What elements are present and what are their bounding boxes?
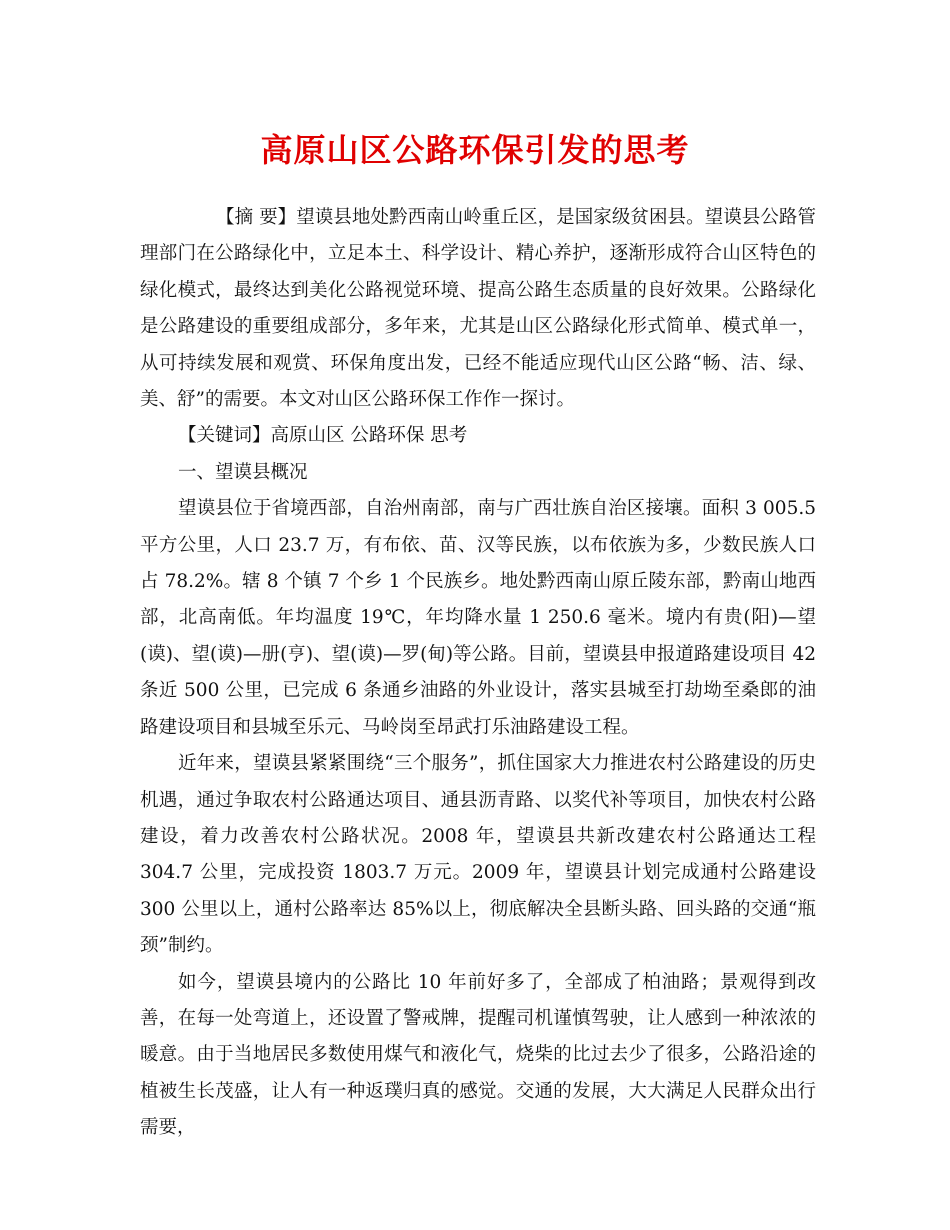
keywords-paragraph: 【关键词】高原山区 公路环保 思考	[178, 425, 468, 447]
body-paragraph: 望谟县位于省境西部，自治州南部，南与广西壮族自治区接壤。面积 3 005.5 平方公里，人口 23.7 万，有布依、苗、汉等民族，以布依族为多，少数民族人口占 78.2%。辖 8 个镇 7 个乡 1 个民族乡。地处黔西南山原丘陵东部，黔南山地西部，北高南低。年均温度 19℃，年均降水量 1 250.6 毫米。境内有贵(阳)—望(谟)、望(谟)—册(亨)、望(谟)—罗(甸)等公路。目前，望谟县申报道路建设项目 42 条近 500 公里，已完成 6 条通乡油路的外业设计，落实县城至打劫坳至桑郎的油路建设项目和县城至乐元、马岭岗至昂武打乐油路建设工程。	[140, 498, 816, 738]
body-paragraph: 近年来，望谟县紧紧围绕“三个服务”，抓住国家大力推进农村公路建设的历史机遇，通过争取农村公路通达项目、通县沥青路、以奖代补等项目，加快农村公路建设，着力改善农村公路状况。2008 年，望谟县共新改建农村公路通达工程 304.7 公里，完成投资 1803.7 万元。2009 年，望谟县计划完成通村公路建设 300 公里以上，通村公路率达 85%以上，彻底解决全县断头路、回头路的交通“瓶颈”制约。	[140, 753, 816, 957]
abstract-paragraph: 【摘 要】望谟县地处黔西南山岭重丘区，是国家级贫困县。望谟县公路管理部门在公路绿化中，立足本土、科学设计、精心养护，逐渐形成符合山区特色的绿化模式，最终达到美化公路视觉环境、提高公路生态质量的良好效果。公路绿化是公路建设的重要组成部分，多年来，尤其是山区公路绿化形式简单、模式单一，从可持续发展和观赏、环保角度出发，已经不能适应现代山区公路“畅、洁、绿、美、舒”的需要。本文对山区公路环保工作作一探讨。	[140, 207, 816, 411]
document-body	[140, 200, 816, 1147]
body-paragraph: 如今，望谟县境内的公路比 10 年前好多了，全部成了柏油路；景观得到改善，在每一处弯道上，还设置了警戒牌，提醒司机谨慎驾驶，让人感到一种浓浓的暖意。由于当地居民多数使用煤气和液化气，烧柴的比过去少了很多，公路沿途的植被生长茂盛，让人有一种返璞归真的感觉。交通的发展，大大满足人民群众出行需要，	[140, 971, 816, 1139]
section-heading: 一、望谟县概况	[178, 461, 308, 483]
document-title: 高原山区公路环保引发的思考	[260, 131, 690, 169]
